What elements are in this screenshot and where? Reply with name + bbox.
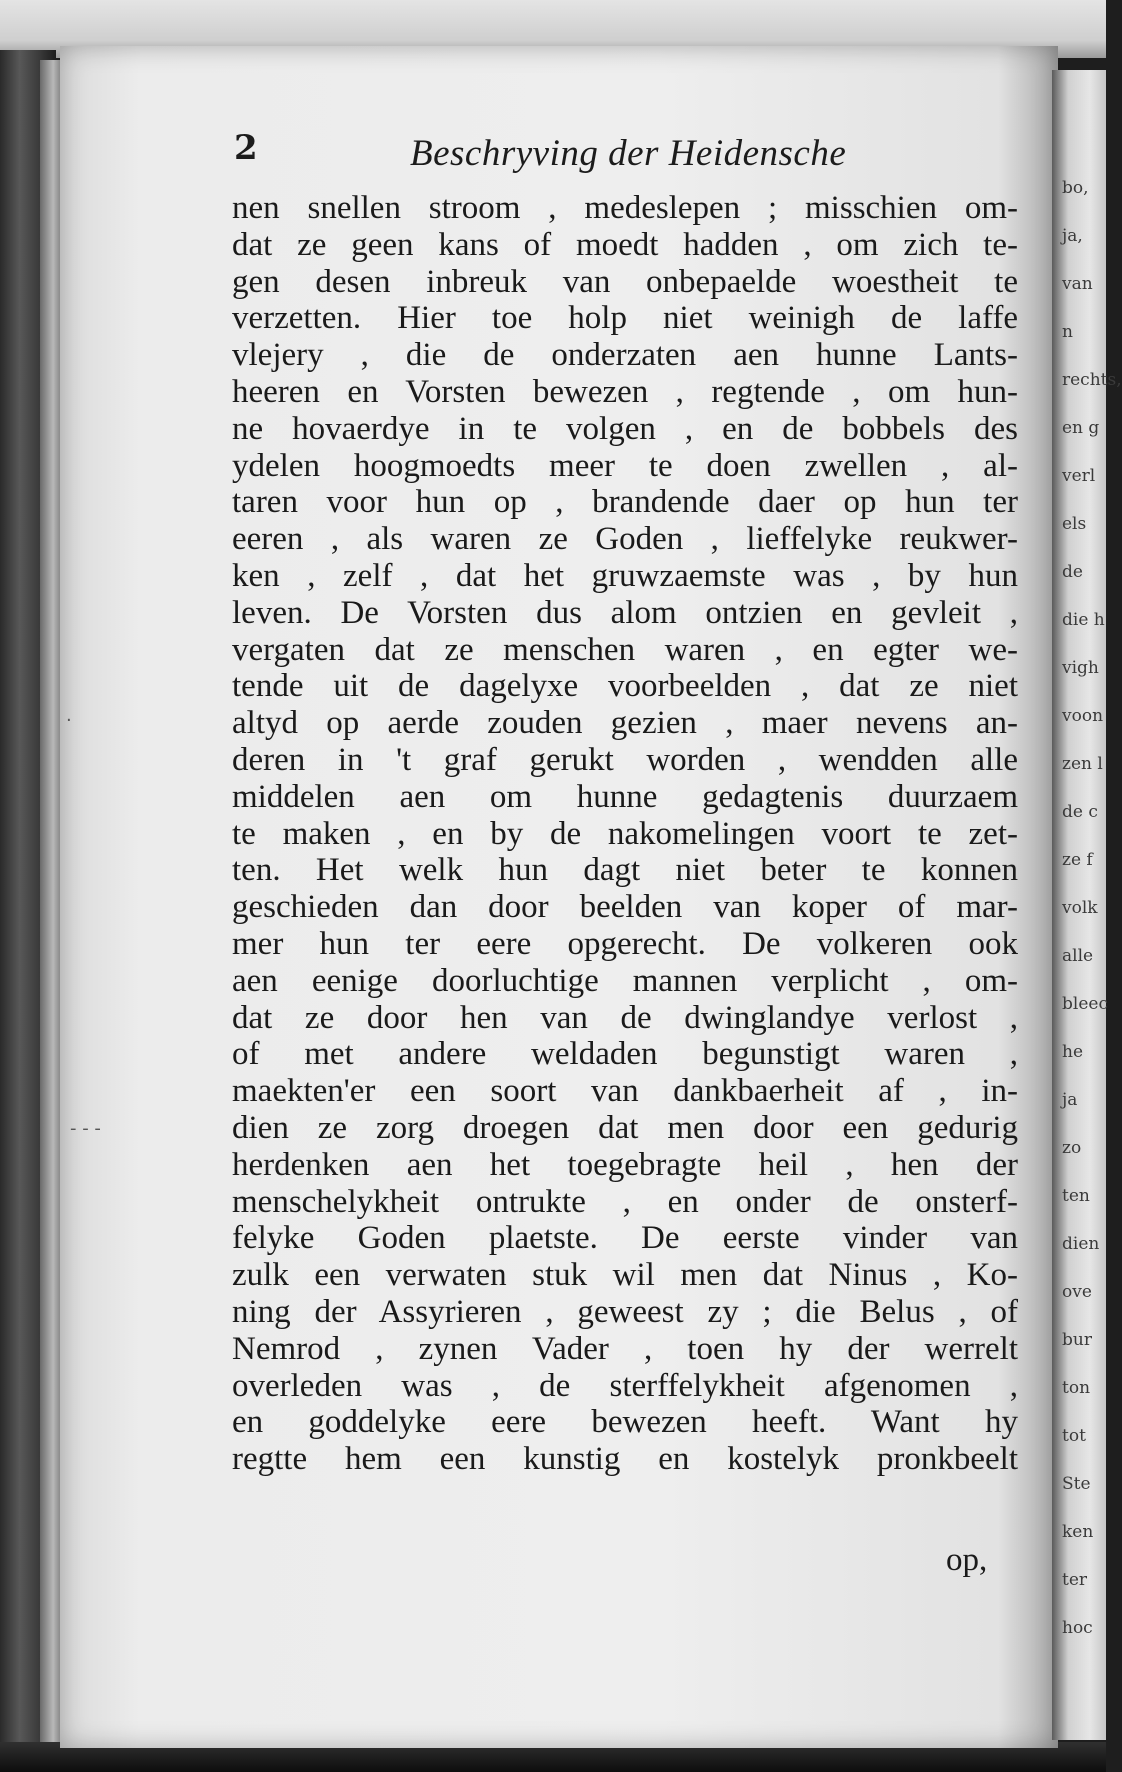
text-line: heeren en Vorsten bewezen , regtende , om hun-: [232, 373, 1018, 410]
facing-page-fragment: vigh: [1062, 658, 1099, 678]
facing-page-fragment: Ste: [1062, 1474, 1091, 1494]
text-line: menschelykheit ontrukte , en onder de onsterf-: [232, 1183, 1018, 1220]
margin-dash-mark: - - -: [70, 1118, 101, 1139]
text-line: geschieden dan door beelden van koper of mar-: [232, 889, 1018, 926]
text-line: felyke Goden plaetste. De eerste vinder van: [232, 1220, 1018, 1257]
text-line: tende uit de dagelyxe voorbeelden , dat ze niet: [232, 668, 1018, 705]
body-text: [232, 190, 1018, 1478]
book-spine-edge: [40, 60, 62, 1750]
facing-page-fragment: tot: [1062, 1426, 1086, 1446]
page-number: 2: [234, 128, 258, 168]
text-line: deren in 't graf gerukt worden , wendden alle: [232, 741, 1018, 778]
text-line: leven. De Vorsten dus alom ontzien en gevleit ,: [232, 594, 1018, 631]
facing-page-fragment: zen l: [1062, 754, 1103, 774]
text-line: en goddelyke eere bewezen heeft. Want hy: [232, 1404, 1018, 1441]
text-line: taren voor hun op , brandende daer op hun ter: [232, 484, 1018, 521]
facing-page-fragment: bur: [1062, 1330, 1092, 1350]
facing-page-fragment: ze f: [1062, 850, 1093, 870]
text-line: verzetten. Hier toe holp niet weinigh de laffe: [232, 300, 1018, 337]
facing-page-fragment: bo,: [1062, 178, 1089, 198]
text-line: altyd op aerde zouden gezien , maer nevens an-: [232, 705, 1018, 742]
text-line: mer hun ter eere opgerecht. De volkeren ook: [232, 925, 1018, 962]
text-line: Nemrod , zynen Vader , toen hy der werrelt: [232, 1330, 1018, 1367]
facing-page-fragment: en g: [1062, 418, 1100, 438]
text-line: ken , zelf , dat het gruwzaemste was , by hun: [232, 557, 1018, 594]
facing-page-fragment: verl: [1062, 466, 1096, 486]
text-line: ten. Het welk hun dagt niet beter te konnen: [232, 852, 1018, 889]
facing-page-fragment: zo: [1062, 1138, 1082, 1158]
facing-page-fragment: voon: [1062, 706, 1104, 726]
facing-page-fragment: ja,: [1062, 226, 1083, 246]
text-line: aen eenige doorluchtige mannen verplicht , om-: [232, 962, 1018, 999]
margin-dot-mark: ·: [66, 710, 72, 731]
facing-page-fragment: de c: [1062, 802, 1098, 822]
facing-page-edge: [1052, 70, 1122, 1740]
facing-page-fragment: ten: [1062, 1186, 1090, 1206]
text-line: middelen aen om hunne gedagtenis duurzaem: [232, 778, 1018, 815]
text-line: dien ze zorg droegen dat men door een gedurig: [232, 1109, 1018, 1146]
text-line: ning der Assyrieren , geweest zy ; die Belus , of: [232, 1293, 1018, 1330]
text-line: overleden was , de sterffelykheit afgenomen ,: [232, 1367, 1018, 1404]
facing-page-fragment: rechts,: [1062, 370, 1122, 390]
facing-page-fragment: he: [1062, 1042, 1084, 1062]
text-line: maekten'er een soort van dankbaerheit af , in-: [232, 1073, 1018, 1110]
facing-page-fragment: ter: [1062, 1570, 1088, 1590]
text-line: gen desen inbreuk van onbepaelde woestheit te: [232, 263, 1018, 300]
running-title: Beschryving der Heidensche: [410, 133, 847, 174]
text-line: nen snellen stroom , medeslepen ; misschien om-: [232, 190, 1018, 226]
facing-page-fragment: n: [1062, 322, 1073, 342]
facing-page-fragment: die h: [1062, 610, 1105, 630]
text-line: dat ze geen kans of moedt hadden , om zich te-: [232, 226, 1018, 263]
text-line: of met andere weldaden begunstigt waren ,: [232, 1036, 1018, 1073]
facing-page-fragment: ton: [1062, 1378, 1091, 1398]
facing-page-fragment: bleec: [1062, 994, 1108, 1014]
text-line: ne hovaerdye in te volgen , en de bobbels des: [232, 410, 1018, 447]
facing-page-fragment: volk: [1062, 898, 1098, 918]
page-header: [234, 128, 1014, 188]
facing-page-fragment: van: [1062, 274, 1093, 294]
facing-page-fragment: de: [1062, 562, 1083, 582]
facing-page-fragment: hoc: [1062, 1618, 1093, 1638]
text-line: vlejery , die de onderzaten aen hunne Lants-: [232, 337, 1018, 374]
text-line: herdenken aen het toegebragte heil , hen der: [232, 1146, 1018, 1183]
text-line: te maken , en by de nakomelingen voort te zet-: [232, 815, 1018, 852]
text-line: regtte hem een kunstig en kostelyk pronkbeelt: [232, 1441, 1018, 1478]
text-line: dat ze door hen van de dwinglandye verlost ,: [232, 999, 1018, 1036]
catchword: op,: [946, 1542, 988, 1578]
facing-page-fragment: ja: [1062, 1090, 1078, 1110]
facing-page-fragment: ken: [1062, 1522, 1094, 1542]
facing-page-fragment: alle: [1062, 946, 1094, 966]
facing-page-fragment: dien: [1062, 1234, 1100, 1254]
text-line: ydelen hoogmoedts meer te doen zwellen , al-: [232, 447, 1018, 484]
text-line: eeren , als waren ze Goden , lieffelyke reukwer-: [232, 521, 1018, 558]
text-line: zulk een verwaten stuk wil men dat Ninus , Ko-: [232, 1257, 1018, 1294]
facing-page-fragment: els: [1062, 514, 1087, 534]
facing-page-fragment: ove: [1062, 1282, 1092, 1302]
text-line: vergaten dat ze menschen waren , en egter we-: [232, 631, 1018, 668]
